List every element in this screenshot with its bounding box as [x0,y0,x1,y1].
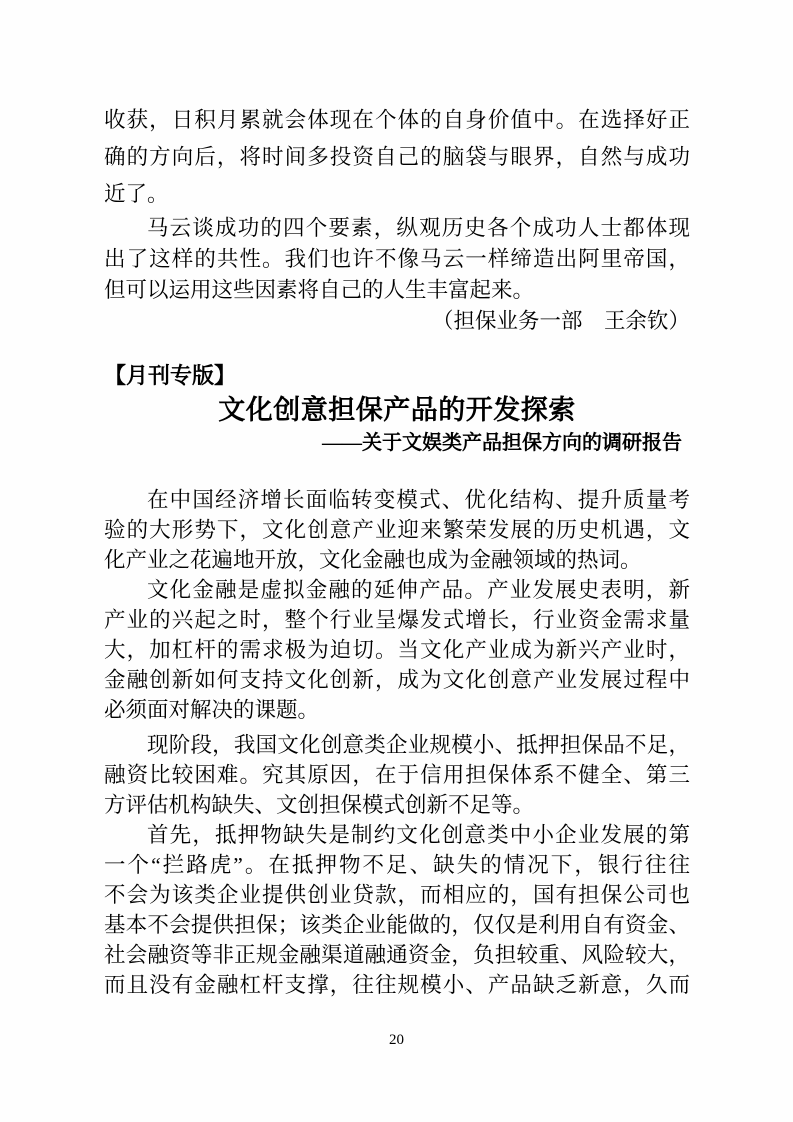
text-line: 文化金融是虚拟金融的延伸产品。产业发展史表明，新 [147,578,690,602]
text-line: 化产业之花遍地开放，文化金融也成为金融领域的热词。 [104,548,642,572]
text-line: 马云谈成功的四个要素，纵观历史各个成功人士都体现 [147,216,690,240]
text-line: 一个“拦路虎”。在抵押物不足、缺失的情况下，银行往往 [104,853,690,877]
text-line: 但可以运用这些因素将自己的人生丰富起来。 [104,278,535,302]
text-line: 必须面对解决的课题。 [104,698,320,722]
text-line: 确的方向后，将时间多投资自己的脑袋与眼界，自然与成功 [104,145,690,169]
text-line: 方评估机构缺失、文创担保模式创新不足等。 [104,793,535,817]
section-tag: 【月刊专版】 [104,363,237,388]
paragraph-1 [104,485,690,575]
text-line: 出了这样的共性。我们也许不像马云一样缔造出阿里帝国， [104,247,690,271]
text-line: 金融创新如何支持文化创新，成为文化创意产业发展过程中 [104,668,690,692]
page-content [104,0,690,1000]
text-line: 大，加杠杆的需求极为迫切。当文化产业成为新兴产业时， [104,638,690,662]
text-line: 融资比较困难。究其原因，在于信用担保体系不健全、第三 [104,763,690,787]
text-line: 不会为该类企业提供创业贷款，而相应的，国有担保公司也 [104,883,690,907]
text-line: 收获，日积月累就会体现在个体的自身价值中。在选择好正 [104,108,690,132]
text-line: 在中国经济增长面临转变模式、优化结构、提升质量考 [147,488,690,512]
text-line: 社会融资等非正规金融渠道融通资金，负担较重、风险较大， [104,943,690,967]
article-title: 文化创意担保产品的开发探索 [218,395,576,425]
text-line: 基本不会提供担保；该类企业能做的，仅仅是利用自有资金、 [104,913,690,937]
text-line: 现阶段，我国文化创意类企业规模小、抵押担保品不足， [147,733,690,757]
paragraph-prev-1 [104,102,690,213]
text-line: 产业的兴起之时，整个行业呈爆发式增长，行业资金需求量 [104,608,690,632]
text-line: 而且没有金融杠杆支撑，往往规模小、产品缺乏新意，久而 [104,973,690,997]
page-number: 20 [389,1032,404,1048]
paragraph-2 [104,575,690,725]
author-signature: （担保业务一部 王余钦） [431,309,690,333]
article-subtitle: ——关于文娱类产品担保方向的调研报告 [322,432,682,454]
text-line: 验的大形势下，文化创意产业迎来繁荣发展的历史机遇，文 [104,518,690,542]
paragraph-3 [104,730,690,820]
text-line: 近了。 [104,182,169,206]
paragraph-prev-2 [104,213,690,306]
paragraph-4 [104,820,690,1000]
text-line: 首先，抵押物缺失是制约文化创意类中小企业发展的第 [147,823,690,847]
